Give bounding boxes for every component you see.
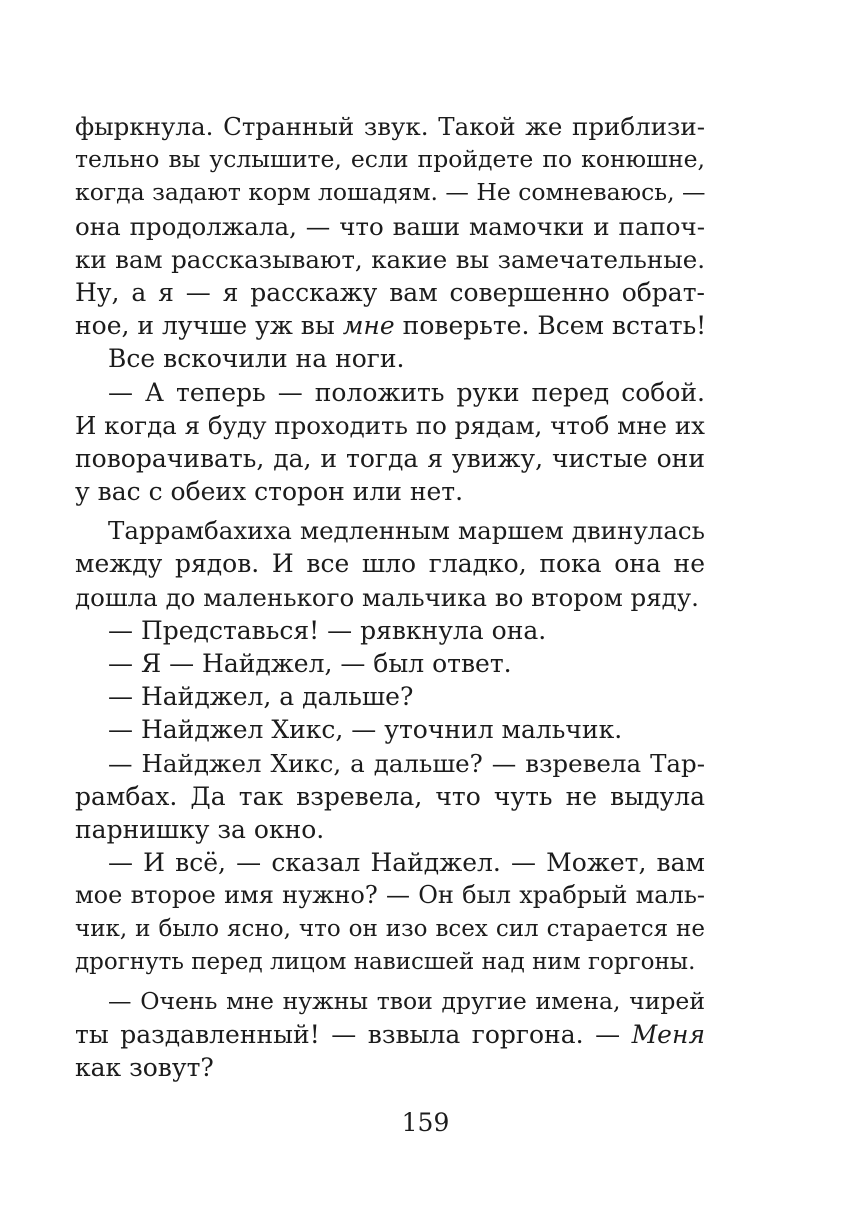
text-span: ное, и лучше уж вы — [75, 311, 343, 341]
text-span: поворачивать, да, и тогда я увижу, чистые они — [75, 443, 705, 473]
text-line — [75, 110, 705, 143]
text-line — [75, 846, 705, 879]
text-span: ки вам рассказывают, какие вы замечательные. — [75, 244, 705, 274]
text-span: — Найджел Хикс, а дальше? — взревела Тар- — [108, 748, 705, 778]
text-span: ты раздавленный! — взвыла горгона. — — [75, 1020, 632, 1050]
text-span: — Представься! — рявкнула она. — [108, 615, 547, 645]
italic-text: Меня — [631, 1020, 705, 1050]
text-line — [75, 747, 705, 780]
book-text-body — [75, 110, 705, 1084]
text-span: чик, и было ясно, что он изо всех сил старается не — [75, 915, 705, 942]
text-span: парнишку за окно. — [75, 814, 325, 844]
page-number: 159 — [401, 1108, 450, 1137]
text-line — [75, 376, 705, 409]
text-span: Все вскочили на ноги. — [108, 344, 405, 374]
text-line — [75, 475, 705, 508]
text-line — [75, 680, 705, 713]
text-line — [75, 780, 705, 813]
text-span: у вас с обеих сторон или нет. — [75, 477, 464, 507]
text-span: рамбах. Да так взревела, что чуть не выдула — [75, 781, 705, 811]
text-line — [75, 243, 705, 276]
text-span: — Очень мне нужны твои другие имена, чирей — [108, 986, 705, 1015]
italic-text: мне — [342, 311, 395, 341]
text-line — [75, 342, 705, 375]
text-line — [75, 309, 705, 342]
text-line — [75, 913, 705, 946]
text-line — [75, 143, 705, 176]
text-span: дошла до маленького мальчика во втором ряду. — [75, 582, 699, 612]
text-span: между рядов. И все шло гладко, пока она не — [75, 549, 705, 579]
text-span: — И всё, — сказал Найджел. — Может, вам — [108, 848, 705, 878]
text-span: дрогнуть перед лицом нависшей над ним горгоны. — [75, 948, 696, 975]
text-span: — Найджел, а дальше? — [108, 682, 414, 712]
text-line — [75, 176, 705, 209]
text-line — [75, 409, 705, 442]
text-line — [75, 813, 705, 846]
text-line — [75, 713, 705, 746]
text-line — [75, 985, 705, 1018]
text-line — [75, 276, 705, 309]
text-line — [75, 647, 705, 680]
text-span: — А теперь — положить руки перед собой. — [108, 377, 705, 407]
text-line — [75, 514, 705, 547]
text-line — [75, 210, 705, 243]
text-line — [75, 547, 705, 580]
text-line — [75, 1051, 705, 1084]
text-line — [75, 879, 705, 912]
text-span: она продолжала, — что ваши мамочки и папоч- — [75, 211, 705, 241]
text-span: Ну, а я — я расскажу вам совершенно обрат- — [75, 277, 705, 307]
text-line — [75, 581, 705, 614]
text-span: Таррамбахиха медленным маршем двинулась — [108, 516, 705, 546]
text-span: мое второе имя нужно? — Он был храбрый маль- — [75, 881, 705, 910]
text-span: — Найджел Хикс, — уточнил мальчик. — [108, 715, 623, 745]
text-span: И когда я буду проходить по рядам, чтоб мне их — [75, 410, 705, 440]
text-span: когда задают корм лошадям. — Не сомневаюсь, — — [75, 178, 706, 207]
text-span: фыркнула. Странный звук. Такой же приблизи- — [75, 112, 705, 141]
text-line — [75, 614, 705, 647]
text-span: как зовут? — [75, 1053, 214, 1083]
text-span: — Я — Найджел, — был ответ. — [108, 649, 512, 678]
text-line — [75, 1018, 705, 1051]
text-line — [75, 946, 705, 979]
text-line — [75, 442, 705, 475]
text-span: поверьте. Всем встать! — [394, 311, 707, 341]
text-span: тельно вы услышите, если пройдете по конюшне, — [75, 145, 705, 174]
